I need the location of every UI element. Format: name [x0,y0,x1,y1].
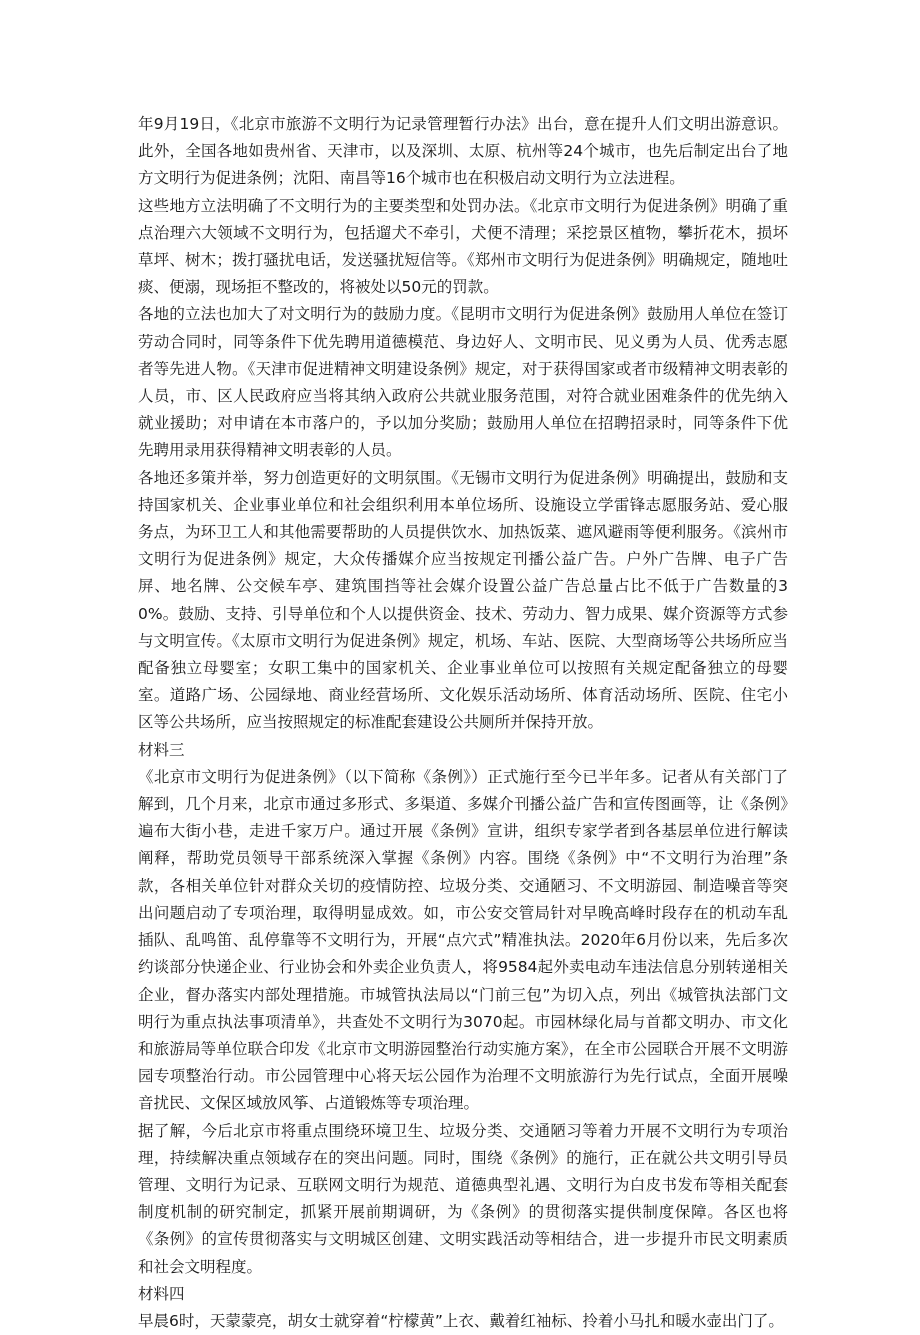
paragraph-3: 各地的立法也加大了对文明行为的鼓励力度。《昆明市文明行为促进条例》鼓励用人单位在签订劳动合同时，同等条件下优先聘用道德模范、身边好人、文明市民、见义勇为人员、优秀志愿者等先进人物。《天津市促进精神文明建设条例》规定，对于获得国家或者市级精神文明表彰的人员，市、区人民政府应当将其纳入政府公共就业服务范围，对符合就业困难条件的优先纳入就业援助；对申请在本市落户的，予以加分奖励；鼓励用人单位在招聘招录时，同等条件下优先聘用录用获得精神文明表彰的人员。 [138,305,788,460]
section-heading-material-4: 材料四 [138,1284,185,1303]
paragraph-5: 《北京市文明行为促进条例》（以下简称《条例》）正式施行至今已半年多。记者从有关部门了解到，几个月来，北京市通过多形式、多渠道、多媒介刊播公益广告和宣传图画等，让《条例》遍布大街小巷，走进千家万户。通过开展《条例》宣讲，组织专家学者到各基层单位进行解读阐释，帮助党员领导干部系统深入掌握《条例》内容。围绕《条例》中“不文明行为治理”条款，各相关单位针对群众关切的疫情防控、垃圾分类、交通陋习、不文明游园、制造噪音等突出问题启动了专项治理，取得明显成效。如，市公安交管局针对早晚高峰时段存在的机动车乱插队、乱鸣笛、乱停靠等不文明行为，开展“点穴式”精准执法。2020年6月份以来，先后多次约谈部分快递企业、行业协会和外卖企业负责人，将9584起外卖电动车违法信息分别转递相关企业，督办落实内部处理措施。市城管执法局以“门前三包”为切入点，列出《城管执法部门文明行为重点执法事项清单》，共查处不文明行为3070起。市园林绿化局与首都文明办、市文化和旅游局等单位联合印发《北京市文明游园整治行动实施方案》，在全市公园联合开展不文明游园专项整治行动。市公园管理中心将天坛公园作为治理不文明旅游行为先行试点，全面开展噪音扰民、文保区域放风筝、占道锻炼等专项治理。 [138,767,788,1113]
document-body [138,111,788,1335]
paragraph-1: 年9月19日，《北京市旅游不文明行为记录管理暂行办法》出台，意在提升人们文明出游意识。此外，全国各地如贵州省、天津市，以及深圳、太原、杭州等24个城市，也先后制定出台了地方文明行为促进条例；沈阳、南昌等16个城市也在积极启动文明行为立法进程。 [138,115,788,188]
paragraph-7: 早晨6时，天蒙蒙亮，胡女士就穿着“柠檬黄”上衣、戴着红袖标、拎着小马扎和暖水壶出门了。 [138,1311,784,1330]
section-heading-material-3: 材料三 [138,740,185,759]
paragraph-6: 据了解，今后北京市将重点围绕环境卫生、垃圾分类、交通陋习等着力开展不文明行为专项治理，持续解决重点领域存在的突出问题。同时，围绕《条例》的施行，正在就公共文明引导员管理、文明行为记录、互联网文明行为规范、道德典型礼遇、文明行为白皮书发布等相关配套制度机制的研究制定，抓紧开展前期调研，为《条例》的贯彻落实提供制度保障。各区也将《条例》的宣传贯彻落实与文明城区创建、文明实践活动等相结合，进一步提升市民文明素质和社会文明程度。 [138,1121,788,1276]
paragraph-2: 这些地方立法明确了不文明行为的主要类型和处罚办法。《北京市文明行为促进条例》明确了重点治理六大领域不文明行为，包括遛犬不牵引，犬便不清理；采挖景区植物，攀折花木，损坏草坪、树木；拨打骚扰电话，发送骚扰短信等。《郑州市文明行为促进条例》明确规定，随地吐痰、便溺，现场拒不整改的，将被处以50元的罚款。 [138,196,788,297]
paragraph-4: 各地还多策并举，努力创造更好的文明氛围。《无锡市文明行为促进条例》明确提出，鼓励和支持国家机关、企业事业单位和社会组织利用本单位场所、设施设立学雷锋志愿服务站、爱心服务点，为环卫工人和其他需要帮助的人员提供饮水、加热饭菜、遮风避雨等便利服务。《滨州市文明行为促进条例》规定，大众传播媒介应当按规定刊播公益广告。户外广告牌、电子广告屏、地名牌、公交候车亭、建筑围挡等社会媒介设置公益广告总量占比不低于广告数量的30%。鼓励、支持、引导单位和个人以提供资金、技术、劳动力、智力成果、媒介资源等方式参与文明宣传。《太原市文明行为促进条例》规定，机场、车站、医院、大型商场等公共场所应当配备独立母婴室；女职工集中的国家机关、企业事业单位可以按照有关规定配备独立的母婴室。道路广场、公园绿地、商业经营场所、文化娱乐活动场所、体育活动场所、医院、住宅小区等公共场所，应当按照规定的标准配套建设公共厕所并保持开放。 [138,468,788,732]
